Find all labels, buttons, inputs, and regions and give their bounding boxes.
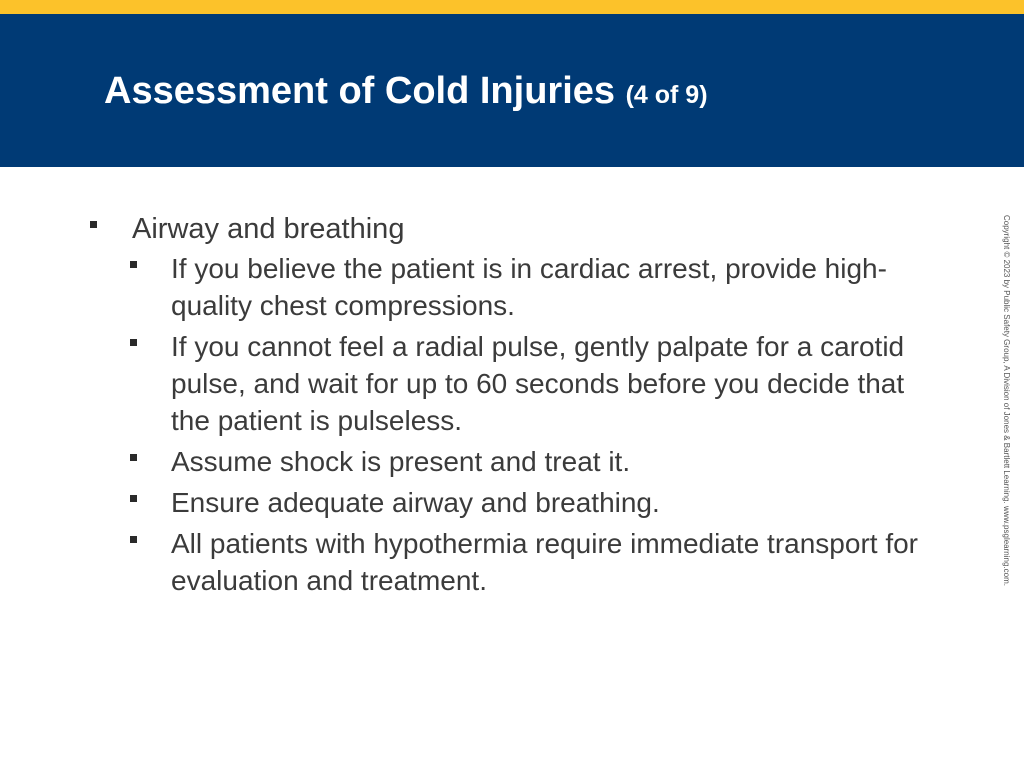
- square-bullet-icon: [130, 536, 137, 543]
- sub-bullet-list: [0, 250, 990, 599]
- slide-title-text: Assessment of Cold Injuries: [104, 70, 616, 112]
- bullet-text: If you believe the patient is in cardiac arrest, provide high-quality chest compressions.: [171, 253, 887, 321]
- bullet-text: All patients with hypothermia require immediate transport for evaluation and treatment.: [171, 528, 919, 596]
- square-bullet-icon: [130, 454, 137, 461]
- bullet-content: [0, 210, 990, 603]
- slide-subtitle: (4 of 9): [625, 81, 708, 109]
- bullet-item-level2: [171, 443, 941, 480]
- bullet-text: Ensure adequate airway and breathing.: [171, 487, 660, 518]
- bullet-item-level2: [171, 484, 941, 521]
- bullet-item-level1: [132, 210, 990, 248]
- square-bullet-icon: [130, 495, 137, 502]
- bullet-text: If you cannot feel a radial pulse, gently palpate for a carotid pulse, and wait for up to 60 seconds before you decide that the patient is pulseless.: [171, 331, 905, 436]
- square-bullet-icon: [130, 261, 137, 268]
- square-bullet-icon: [90, 221, 97, 228]
- square-bullet-icon: [130, 339, 137, 346]
- bullet-item-level2: [171, 328, 941, 439]
- bullet-text: Assume shock is present and treat it.: [171, 446, 631, 477]
- bullet-item-level2: [171, 250, 941, 324]
- bullet-text: Airway and breathing: [132, 213, 405, 245]
- copyright-notice: Copyright © 2023 by Public Safety Group, A Division of Jones & Bartlett Learning. www.psglearning.com.: [1002, 215, 1011, 586]
- slide-title: [104, 68, 708, 118]
- top-accent-stripe: [0, 0, 1024, 14]
- bullet-item-level2: [171, 525, 941, 599]
